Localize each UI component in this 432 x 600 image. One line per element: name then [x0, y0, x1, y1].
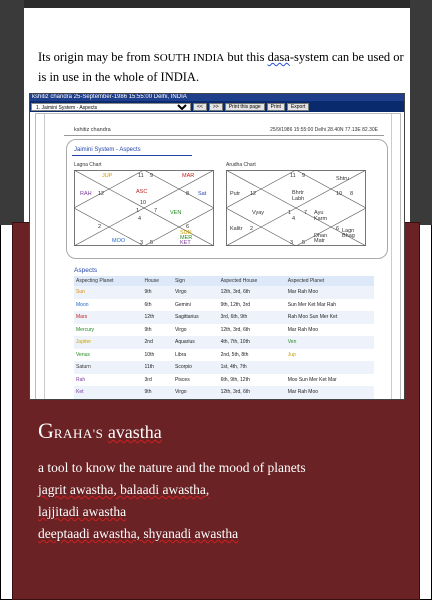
col-sign: Sign — [173, 276, 219, 286]
graha-heading — [38, 418, 162, 444]
section-title: Jaimini System - Aspects — [74, 147, 141, 153]
aspects-table-body — [74, 286, 374, 399]
intro-south-india: SOUTH INDIA — [153, 52, 225, 64]
lagna-cell-label: Sat — [198, 191, 207, 197]
table-row — [74, 324, 374, 337]
lower-line-2: jagrit awastha, balaadi awastha, — [38, 482, 210, 497]
arudha-cell-label: Ayu — [314, 210, 324, 216]
header-rule — [64, 135, 384, 136]
lagna-cell-label: 6 — [186, 224, 190, 230]
house-cell: 12th — [143, 311, 173, 324]
planet-cell: Venus — [76, 351, 90, 358]
prev-button[interactable]: << — [193, 103, 207, 111]
aspected-house-cell: 12th, 3rd, 6th — [219, 386, 286, 399]
print-page-button[interactable]: Print this page — [225, 103, 265, 111]
intro-dasa: dasa — [267, 50, 290, 64]
lagna-chart-lines — [74, 170, 214, 246]
toolbar — [30, 101, 404, 112]
sign-cell: Libra — [174, 351, 187, 358]
arudha-cell-label: 5 — [302, 240, 306, 246]
aspects-table — [74, 276, 374, 399]
sign-cell: Virgo — [173, 386, 219, 399]
table-row — [74, 311, 374, 324]
lagna-cell-label: RAH — [80, 191, 92, 197]
arudha-cell-label: Matr — [314, 238, 325, 244]
arudha-cell-label: Labh — [292, 196, 305, 202]
col-aspecting-planet: Aspecting Planet — [74, 276, 143, 286]
graha-smallcaps: RAHA'S — [53, 426, 104, 441]
page-select[interactable] — [31, 103, 191, 111]
arudha-cell-label: 7 — [304, 210, 308, 216]
arudha-cell-label: Bhag — [342, 233, 355, 239]
arudha-cell-label: 2 — [250, 226, 254, 232]
lagna-cell-label: MER — [180, 235, 193, 241]
lagna-chart — [74, 170, 214, 246]
table-row — [74, 299, 374, 312]
arudha-cell-label: Karm — [314, 216, 328, 222]
lagna-cell-label: 2 — [98, 224, 102, 230]
house-cell: 6th — [144, 301, 152, 308]
software-screenshot — [29, 93, 405, 400]
arudha-cell-label: 8 — [350, 191, 354, 197]
arudha-cell-label: Kalitr — [230, 226, 243, 232]
aspected-house-cell: 6th, 9th, 12th — [220, 376, 250, 383]
arudha-cell-label: Putr — [230, 191, 241, 197]
intro-text — [38, 48, 408, 87]
sign-cell: Gemini — [174, 301, 191, 308]
planet-cell: Saturn — [74, 361, 143, 374]
house-cell: 9th — [143, 386, 173, 399]
lagna-cell-label: 12 — [98, 191, 105, 197]
table-row — [74, 374, 374, 387]
arudha-cell-label: 12 — [250, 191, 257, 197]
aspected-planet-cell: Moo Sun Mer Ket Mar — [287, 376, 337, 383]
arudha-cell-label: 4 — [292, 216, 296, 222]
intro-part-3: -system can be used or is in use in the whole of INDIA. — [38, 50, 404, 84]
aspected-house-cell: 1st, 4th, 7th — [219, 361, 286, 374]
arudha-cell-label: Lagn — [342, 228, 355, 234]
col-aspected-house: Aspected House — [219, 276, 286, 286]
sign-cell: Sagittarius — [173, 311, 219, 324]
section-rule — [72, 155, 192, 156]
house-cell: 9th — [144, 326, 152, 333]
graha-initial: G — [38, 418, 54, 443]
house-cell: 2nd — [143, 336, 173, 349]
sign-cell: Pisces — [174, 376, 190, 383]
lagna-cell-label: 3 — [140, 240, 144, 246]
aspected-planet-cell: Mar Rah Moo — [286, 286, 374, 299]
arudha-cell-label: 6 — [336, 226, 340, 232]
lagna-cell-label: JUP — [102, 173, 113, 179]
document-page — [35, 113, 401, 400]
aspects-title: Aspects — [74, 267, 98, 274]
table-header-row — [74, 276, 374, 286]
house-cell: 9th — [143, 286, 173, 299]
aspected-planet-cell: Ven — [286, 336, 374, 349]
lagna-cell-label: KET — [180, 240, 191, 246]
sign-cell: Virgo — [174, 326, 187, 333]
aspected-planet-cell: Jup — [287, 351, 296, 358]
arudha-cell-label: 1 — [288, 210, 292, 216]
sign-cell: Aquarius — [173, 336, 219, 349]
lagna-cell-label: ASC — [136, 189, 148, 195]
header-info: 25/9/1986 15:55:00 Delhi 28.40N 77.13E 82.30E — [270, 127, 378, 133]
planet-cell: Sun — [74, 286, 143, 299]
lagna-cell-label: VEN — [170, 210, 182, 216]
arudha-cell-label: 11 — [290, 173, 296, 179]
sign-cell: Scorpio — [173, 361, 219, 374]
house-cell: 3rd — [144, 376, 152, 383]
table-row — [74, 386, 374, 399]
aspected-house-cell: 2nd, 5th, 8th — [220, 351, 249, 358]
slide-left-border — [0, 0, 24, 225]
planet-cell: Ket — [74, 386, 143, 399]
planet-cell: Mercury — [76, 326, 95, 333]
aspected-planet-cell: Sun Mer Ket Mar Rah — [287, 301, 337, 308]
lagna-cell-label: SUN — [180, 230, 192, 236]
lagna-cell-label: 7 — [154, 208, 158, 214]
planet-cell: Rah — [76, 376, 86, 383]
house-cell: 11th — [143, 361, 173, 374]
lagna-cell-label: 4 — [138, 216, 142, 222]
arudha-label: Arudha Chart — [226, 162, 256, 168]
arudha-cell-label: 9 — [302, 173, 306, 179]
aspected-planet-cell: Mar Rah Moo — [287, 326, 319, 333]
lower-text — [38, 457, 408, 545]
intro-part-1: Its origin may be from — [38, 50, 154, 64]
page-margin-left — [44, 114, 45, 400]
arudha-cell-label: 10 — [336, 191, 343, 197]
lagna-cell-label: MAR — [182, 173, 195, 179]
planet-cell: Moon — [76, 301, 89, 308]
page-margin-right — [391, 114, 392, 400]
graha-avastha: avastha — [107, 422, 162, 442]
table-row — [74, 286, 374, 299]
lagna-cell-label: 11 — [138, 173, 144, 179]
lower-line-1: a tool to know the nature and the mood of planets — [38, 460, 306, 475]
lagna-cell-label: 9 — [150, 173, 154, 179]
aspected-house-cell: 3rd, 6th, 9th — [219, 311, 286, 324]
export-button[interactable]: Export — [287, 103, 309, 111]
slide-top-border — [0, 0, 432, 8]
aspected-planet-cell — [286, 361, 374, 374]
lower-line-4: deeptaadi awastha, shyanadi awastha — [38, 526, 239, 541]
sign-cell: Virgo — [173, 286, 219, 299]
col-aspected-planet: Aspected Planet — [286, 276, 374, 286]
arudha-cell-label: Shtru — [336, 176, 350, 182]
table-row — [74, 361, 374, 374]
arudha-cell-label: Dhan — [314, 233, 328, 239]
lagna-cell-label: 8 — [186, 191, 190, 197]
table-row — [74, 349, 374, 362]
aspected-planet-cell: Mar Rah Moo — [286, 386, 374, 399]
aspected-house-cell: 9th, 12th, 3rd — [220, 301, 251, 308]
arudha-cell-label: Bhrtr — [292, 190, 304, 196]
lagna-cell-label: 10 — [140, 200, 147, 206]
intro-part-2: but this — [224, 50, 268, 64]
lagna-cell-label: MOO — [112, 238, 126, 244]
table-row — [74, 336, 374, 349]
window-titlebar: kshitiz chandra 25-September-1986 15:55:00 Delhi, INDIA — [30, 94, 404, 101]
house-cell: 10th — [144, 351, 155, 358]
lagna-cell-label: 5 — [150, 240, 154, 246]
planet-cell: Mars — [74, 311, 143, 324]
arudha-cell-label: Vyay — [252, 210, 265, 216]
lower-line-3: lajjitadi awastha — [38, 504, 127, 519]
planet-cell: Jupiter — [74, 336, 143, 349]
aspected-house-cell: 4th, 7th, 10th — [219, 336, 286, 349]
arudha-cell-label: 3 — [290, 240, 294, 246]
lagna-label: Lagna Chart — [74, 162, 102, 168]
header-name: kshitiz chandra — [74, 127, 111, 133]
aspected-house-cell: 12th, 3rd, 6th — [219, 286, 286, 299]
next-button[interactable]: >> — [209, 103, 223, 111]
lagna-cell-label: 1 — [136, 208, 140, 214]
print-button[interactable]: Print — [267, 103, 285, 111]
slide-right-border — [410, 0, 432, 225]
col-house: House — [143, 276, 173, 286]
aspected-planet-cell: Rah Moo Sun Mer Ket — [286, 311, 374, 324]
aspected-house-cell: 12th, 3rd, 6th — [220, 326, 251, 333]
